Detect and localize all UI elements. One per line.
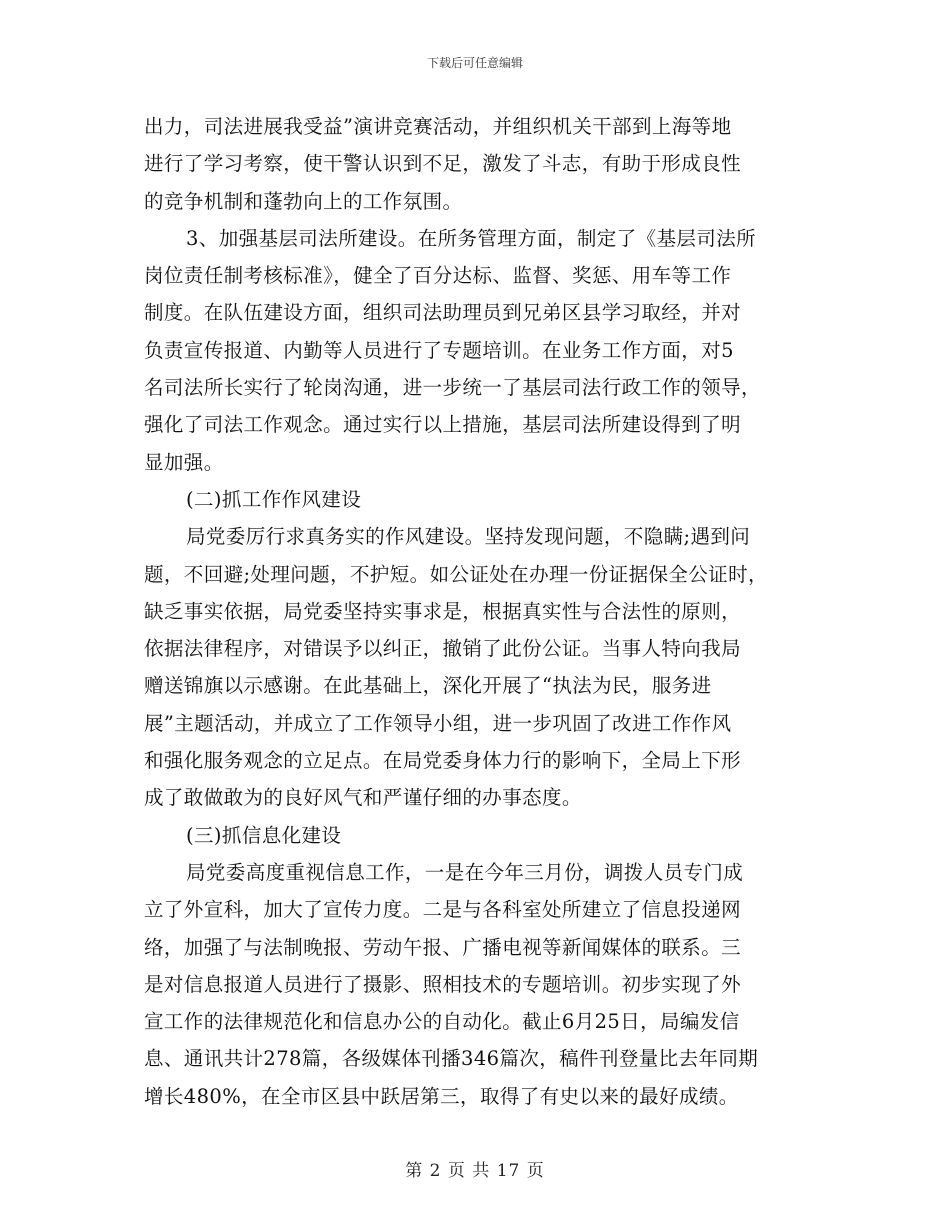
text-line: 息、通讯共计278篇，各级媒体刊播346篇次，稿件刊登量比去年同期 [144, 1047, 759, 1071]
text-line: 增长480%，在全市区县中跃居第三，取得了有史以来的最好成绩。 [144, 1084, 739, 1108]
text-line: 题，不回避;处理问题，不护短。如公证处在办理一份证据保全公证时， [144, 562, 768, 586]
text-line: 的竞争机制和蓬勃向上的工作氛围。 [144, 189, 463, 213]
page-number-footer: 第 2 页 共 17 页 [405, 1161, 545, 1181]
text-line: (二)抓工作作风建设 [186, 487, 362, 511]
text-line: 制度。在队伍建设方面，组织司法助理员到兄弟区县学习取经，并对 [144, 301, 742, 325]
text-line: 强化了司法工作观念。通过实行以上措施，基层司法所建设得到了明 [144, 413, 742, 437]
text-line: 立了外宣科，加大了宣传力度。二是与各科室处所建立了信息投递网 [144, 898, 742, 922]
text-line: 3、加强基层司法所建设。在所务管理方面，制定了《基层司法所 [186, 226, 757, 250]
text-line: 成了敢做敢为的良好风气和严谨仔细的办事态度。 [144, 786, 582, 810]
text-line: 进行了学习考察，使干警认识到不足，激发了斗志，有助于形成良性 [144, 152, 742, 176]
text-line: 负责宣传报道、内勤等人员进行了专题培训。在业务工作方面，对5 [144, 338, 734, 362]
text-line: 是对信息报道人员进行了摄影、照相技术的专题培训。初步实现了外 [144, 972, 742, 996]
text-line: 依据法律程序，对错误予以纠正，撤销了此份公证。当事人特向我局 [144, 637, 742, 661]
text-line: 显加强。 [144, 450, 224, 474]
text-line: 缺乏事实依据，局党委坚持实事求是，根据真实性与合法性的原则， [144, 599, 742, 623]
header-note: 下载后可任意编辑 [426, 56, 523, 70]
document-body [144, 108, 824, 1115]
text-line: 和强化服务观念的立足点。在局党委身体力行的影响下，全局上下形 [144, 749, 742, 773]
text-line: 赠送锦旗以示感谢。在此基础上，深化开展了“执法为民，服务进 [144, 674, 712, 698]
text-line: (三)抓信息化建设 [186, 823, 342, 847]
text-line: 局党委厉行求真务实的作风建设。坚持发现问题，不隐瞒;遇到问 [186, 525, 751, 549]
text-line: 宣工作的法律规范化和信息办公的自动化。截止6月25日，局编发信 [144, 1010, 740, 1034]
text-line: 岗位责任制考核标准》，健全了百分达标、监督、奖惩、用车等工作 [144, 264, 732, 288]
text-line: 展”主题活动，并成立了工作领导小组，进一步巩固了改进工作作风 [144, 711, 732, 735]
text-line: 出力，司法进展我受益”演讲竞赛活动，并组织机关干部到上海等地 [144, 115, 732, 138]
text-line: 名司法所长实行了轮岗沟通，进一步统一了基层司法行政工作的领导， [144, 376, 761, 400]
text-line: 络，加强了与法制晚报、劳动午报、广播电视等新闻媒体的联系。三 [144, 935, 742, 959]
text-line: 局党委高度重视信息工作，一是在今年三月份，调拨人员专门成 [186, 860, 744, 884]
